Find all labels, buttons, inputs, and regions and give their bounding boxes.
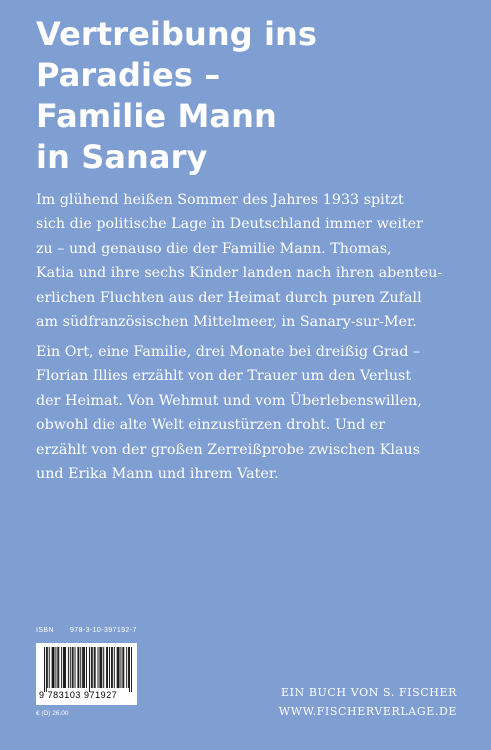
barcode-bar	[47, 647, 48, 688]
barcode-bar	[52, 647, 53, 688]
barcode-bar	[119, 647, 120, 688]
barcode-bar	[123, 647, 124, 688]
barcode-bar	[61, 647, 62, 688]
barcode-bar	[117, 647, 118, 688]
barcode-digits: 9 783103 971927	[39, 690, 118, 700]
book-title	[36, 14, 456, 178]
title-line: Familie Mann	[36, 97, 277, 135]
blurb-line: zu – und genauso die der Familie Mann. Thomas,	[36, 240, 392, 257]
blurb-paragraph-1	[36, 188, 466, 334]
barcode-bar	[86, 647, 87, 688]
blurb-line: Im glühend heißen Sommer des Jahres 1933 spitzt	[36, 192, 404, 208]
barcode-bar	[100, 647, 101, 688]
barcode-bar	[94, 647, 95, 688]
blurb-line: und Erika Mann und ihrem Vater.	[36, 466, 279, 483]
blurb-line: erzählt von der großen Zerreißprobe zwischen Klaus	[36, 441, 421, 458]
barcode-bar	[46, 647, 47, 692]
barcode-bar	[89, 647, 90, 692]
barcode-bar	[54, 647, 55, 688]
barcode-bar	[92, 647, 93, 688]
barcode-bar	[65, 647, 66, 688]
barcode-bar	[99, 647, 100, 688]
barcode-bar	[58, 647, 59, 688]
barcode-bar	[82, 647, 83, 688]
barcode-bar	[107, 647, 108, 688]
title-line: Paradies –	[36, 56, 221, 94]
barcode-bar	[106, 647, 107, 688]
barcode	[36, 643, 137, 705]
barcode-bar	[131, 647, 132, 692]
barcode-bar	[80, 647, 81, 688]
isbn-number: 978-3-10-397192-7	[70, 627, 137, 634]
publisher-info	[279, 683, 457, 721]
barcode-bar	[64, 647, 65, 688]
blurb-line: Katia und ihre sechs Kinder landen nach ihren abenteu-	[36, 265, 443, 282]
barcode-bar	[49, 647, 50, 688]
barcode-bar	[84, 647, 85, 688]
title-line: in Sanary	[36, 138, 208, 176]
blurb-line: obwohl die alte Welt einzustürzen droht. Und er	[36, 417, 386, 434]
barcode-bars	[44, 647, 132, 692]
barcode-bar	[53, 647, 54, 688]
barcode-bar	[103, 647, 104, 688]
barcode-bar	[68, 647, 69, 688]
price: € (D) 26.00	[36, 710, 69, 717]
blurb-paragraph-2	[36, 340, 466, 486]
isbn	[36, 627, 137, 634]
title-line: Vertreibung ins	[36, 15, 318, 53]
isbn-label: ISBN	[36, 627, 54, 634]
barcode-bar	[122, 647, 123, 688]
barcode-bar	[121, 647, 122, 688]
blurb-line: am südfranzösischen Mittelmeer, in Sanary-sur-Mer.	[36, 314, 417, 331]
barcode-bar	[126, 647, 127, 688]
barcode-bar	[91, 647, 92, 688]
barcode-bar	[118, 647, 119, 688]
barcode-bar	[44, 647, 45, 692]
blurb-line: erlichen Fluchten aus der Heimat durch puren Zufall	[36, 289, 422, 306]
barcode-bar	[77, 647, 78, 688]
barcode-bar	[72, 647, 73, 688]
blurb-line: Ein Ort, eine Familie, drei Monate bei dreißig Grad –	[36, 344, 421, 360]
barcode-bar	[83, 647, 84, 688]
barcode-bar	[109, 647, 110, 688]
barcode-bar	[129, 647, 130, 692]
barcode-bar	[95, 647, 96, 688]
barcode-bar	[73, 647, 74, 688]
blurb-line: sich die politische Lage in Deutschland immer weiter	[36, 216, 423, 233]
barcode-bar	[128, 647, 129, 688]
blurb-line: der Heimat. Von Wehmut und vom Überlebenswillen,	[36, 392, 422, 409]
publisher-website: WWW.FISCHERVERLAGE.DE	[278, 705, 457, 718]
barcode-bar	[114, 647, 115, 688]
blurb-line: Florian Illies erzählt von der Trauer um den Verlust	[36, 368, 412, 385]
barcode-bar	[57, 647, 58, 688]
barcode-bar	[98, 647, 99, 688]
publisher-line: EIN BUCH VON S. FISCHER	[280, 686, 457, 699]
barcode-bar	[78, 647, 79, 688]
barcode-bar	[63, 647, 64, 688]
barcode-bar	[112, 647, 113, 688]
barcode-bar	[111, 647, 112, 688]
barcode-bar	[101, 647, 102, 688]
barcode-bar	[70, 647, 71, 688]
barcode-bar	[75, 647, 76, 688]
barcode-bar	[55, 647, 56, 688]
